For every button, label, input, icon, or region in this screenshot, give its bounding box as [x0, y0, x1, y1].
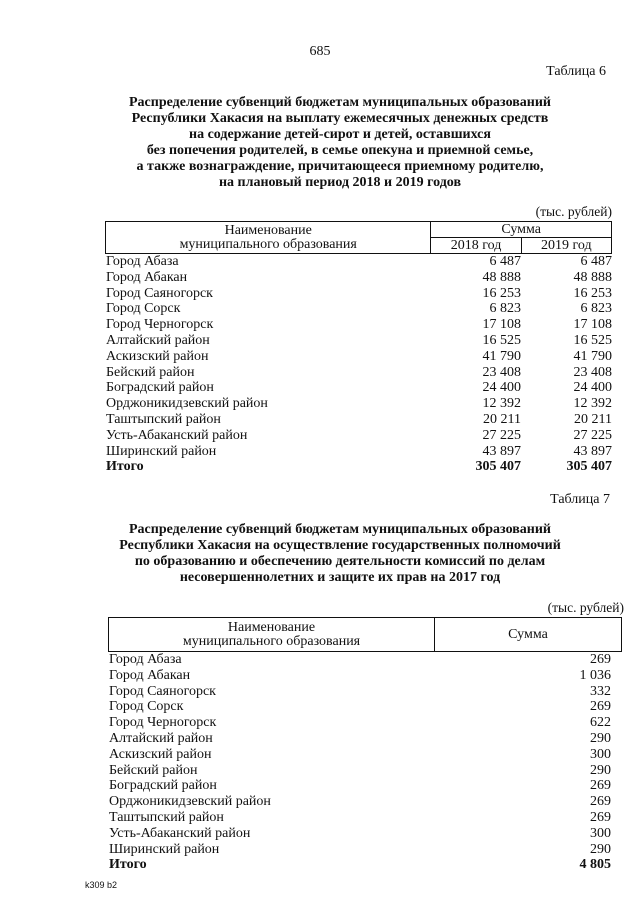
row-name: Алтайский район	[106, 332, 210, 348]
header-name-line2: муниципального образования	[182, 633, 361, 649]
table-row	[106, 286, 612, 302]
table-row	[106, 270, 612, 286]
table-row	[109, 747, 611, 763]
row-name: Боградский район	[109, 778, 217, 794]
row-name: Ширинский район	[109, 841, 220, 857]
row-value-2019: 16 525	[573, 332, 612, 348]
table7-body	[109, 652, 611, 873]
table6-header-2019: 2019 год	[521, 238, 611, 254]
row-value-2018: 23 408	[482, 364, 521, 380]
row-name: Боградский район	[106, 380, 214, 396]
table6-title-line: Республики Хакасия на выплату ежемесячных денежных средств	[131, 111, 549, 126]
table6-title	[80, 95, 600, 191]
header-name-line2: муниципального образования	[179, 236, 357, 252]
row-name: Таштыпский район	[109, 809, 224, 825]
table6-label: Таблица 6	[546, 64, 606, 79]
row-name: Орджоникидзевский район	[109, 794, 271, 810]
table7-header	[108, 617, 622, 652]
row-name: Ширинский район	[106, 443, 217, 459]
footer-code: k309 b2	[85, 880, 118, 890]
row-value: 332	[590, 683, 611, 699]
row-value: 622	[590, 715, 611, 731]
table7-units: (тыс. рублей)	[547, 600, 624, 615]
table-row	[109, 715, 611, 731]
row-value: 300	[590, 746, 611, 762]
row-value: 269	[590, 699, 611, 715]
row-value-2019: 41 790	[573, 348, 612, 364]
table-row	[109, 668, 611, 684]
row-name: Город Черногорск	[106, 317, 214, 333]
row-name: Город Сорск	[106, 301, 181, 317]
table6-header-sum: Сумма	[431, 222, 612, 238]
row-value-2018: 6 823	[489, 301, 521, 317]
table-row	[109, 810, 611, 826]
header-name-line1: Наименование	[224, 222, 312, 238]
row-name: Город Саяногорск	[106, 285, 213, 301]
total-row	[109, 857, 611, 873]
row-name: Бейский район	[106, 364, 195, 380]
row-name: Таштыпский район	[106, 411, 221, 427]
table6-header-name	[106, 222, 431, 254]
table-row	[109, 763, 611, 779]
table-row	[106, 396, 612, 412]
row-value-2018: 17 108	[482, 317, 521, 333]
table7-title-line: Распределение субвенций бюджетам муниципальных образований	[129, 522, 551, 537]
row-name: Бейский район	[109, 762, 198, 778]
row-value-2018: 16 525	[482, 332, 521, 348]
row-value-2018: 48 888	[482, 269, 521, 285]
row-value: 290	[590, 730, 611, 746]
table6-body	[106, 254, 612, 475]
table6-title-line: без попечения родителей, в семье опекуна и приемной семье,	[146, 143, 534, 158]
row-name: Город Абакан	[109, 667, 191, 683]
table6-header-2018: 2018 год	[431, 238, 521, 254]
table6-header	[105, 221, 612, 254]
row-value-2019: 43 897	[573, 443, 612, 459]
row-value-2019: 20 211	[574, 411, 612, 427]
table-row	[109, 699, 611, 715]
table-row	[106, 301, 612, 317]
row-value-2019: 6 823	[580, 301, 612, 317]
table6-title-line: а также вознаграждение, причитающееся приемному родителю,	[136, 159, 544, 174]
table7-title-line: Республики Хакасия на осуществление государственных полномочий	[119, 538, 561, 553]
row-value-2019: 6 487	[580, 254, 612, 269]
table-row	[106, 317, 612, 333]
table-row	[109, 684, 611, 700]
table-row	[106, 380, 612, 396]
row-value: 269	[590, 794, 611, 810]
table-row	[109, 794, 611, 810]
table-row	[106, 412, 612, 428]
row-name: Усть-Абаканский район	[109, 825, 251, 841]
total-value-2018: 305 407	[475, 459, 521, 475]
row-value: 269	[590, 778, 611, 794]
table6-title-line: на содержание детей-сирот и детей, оставшихся	[189, 127, 491, 142]
row-value: 290	[590, 841, 611, 857]
table7-title	[80, 522, 600, 586]
row-value-2018: 16 253	[482, 285, 521, 301]
row-name: Орджоникидзевский район	[106, 396, 268, 412]
table-row	[106, 333, 612, 349]
page-number: 685	[309, 44, 331, 59]
row-value-2018: 24 400	[482, 380, 521, 396]
table7-label: Таблица 7	[550, 492, 610, 507]
table-row	[109, 826, 611, 842]
row-name: Аскизский район	[109, 746, 212, 762]
total-name: Итого	[106, 459, 144, 475]
row-value-2019: 17 108	[573, 317, 612, 333]
table-row	[106, 349, 612, 365]
row-value-2018: 20 211	[483, 411, 521, 427]
table-row	[106, 254, 612, 270]
table7-header-name	[109, 618, 435, 652]
table-row	[109, 652, 611, 668]
row-name: Усть-Абаканский район	[106, 427, 248, 443]
row-value-2019: 27 225	[573, 427, 612, 443]
table-row	[109, 778, 611, 794]
row-name: Город Абаза	[109, 652, 182, 667]
row-value: 269	[590, 652, 611, 667]
row-value-2018: 6 487	[489, 254, 521, 269]
row-name: Город Черногорск	[109, 715, 217, 731]
row-value-2018: 43 897	[482, 443, 521, 459]
row-name: Алтайский район	[109, 730, 213, 746]
table6-title-line: Распределение субвенций бюджетам муниципальных образований	[129, 95, 551, 110]
table6-units: (тыс. рублей)	[535, 204, 612, 219]
total-row	[106, 459, 612, 475]
row-value: 300	[590, 825, 611, 841]
table-row	[106, 444, 612, 460]
table-row	[109, 842, 611, 858]
row-value-2019: 23 408	[573, 364, 612, 380]
row-value-2019: 24 400	[573, 380, 612, 396]
row-name: Город Сорск	[109, 699, 184, 715]
row-value: 1 036	[579, 667, 611, 683]
table7-title-line: по образованию и обеспечению деятельности комиссий по делам	[134, 554, 546, 569]
total-value: 4 805	[579, 857, 611, 873]
row-value-2018: 27 225	[482, 427, 521, 443]
table7-header-sum: Сумма	[435, 618, 622, 652]
row-value: 290	[590, 762, 611, 778]
table7-title-line: несовершеннолетних и защите их прав на 2017 год	[179, 570, 501, 585]
row-name: Город Абакан	[106, 269, 188, 285]
total-name: Итого	[109, 857, 147, 873]
header-name-line1: Наименование	[227, 619, 316, 635]
row-value-2018: 41 790	[482, 348, 521, 364]
total-value-2019: 305 407	[566, 459, 612, 475]
table-row	[109, 731, 611, 747]
table-row	[106, 428, 612, 444]
row-value-2019: 16 253	[573, 285, 612, 301]
row-value-2019: 12 392	[573, 396, 612, 412]
row-name: Город Саяногорск	[109, 683, 216, 699]
row-name: Город Абаза	[106, 254, 179, 269]
row-name: Аскизский район	[106, 348, 209, 364]
table-row	[106, 365, 612, 381]
row-value-2019: 48 888	[573, 269, 612, 285]
row-value: 269	[590, 809, 611, 825]
table6-title-line: на плановый период 2018 и 2019 годов	[218, 175, 462, 190]
row-value-2018: 12 392	[482, 396, 521, 412]
